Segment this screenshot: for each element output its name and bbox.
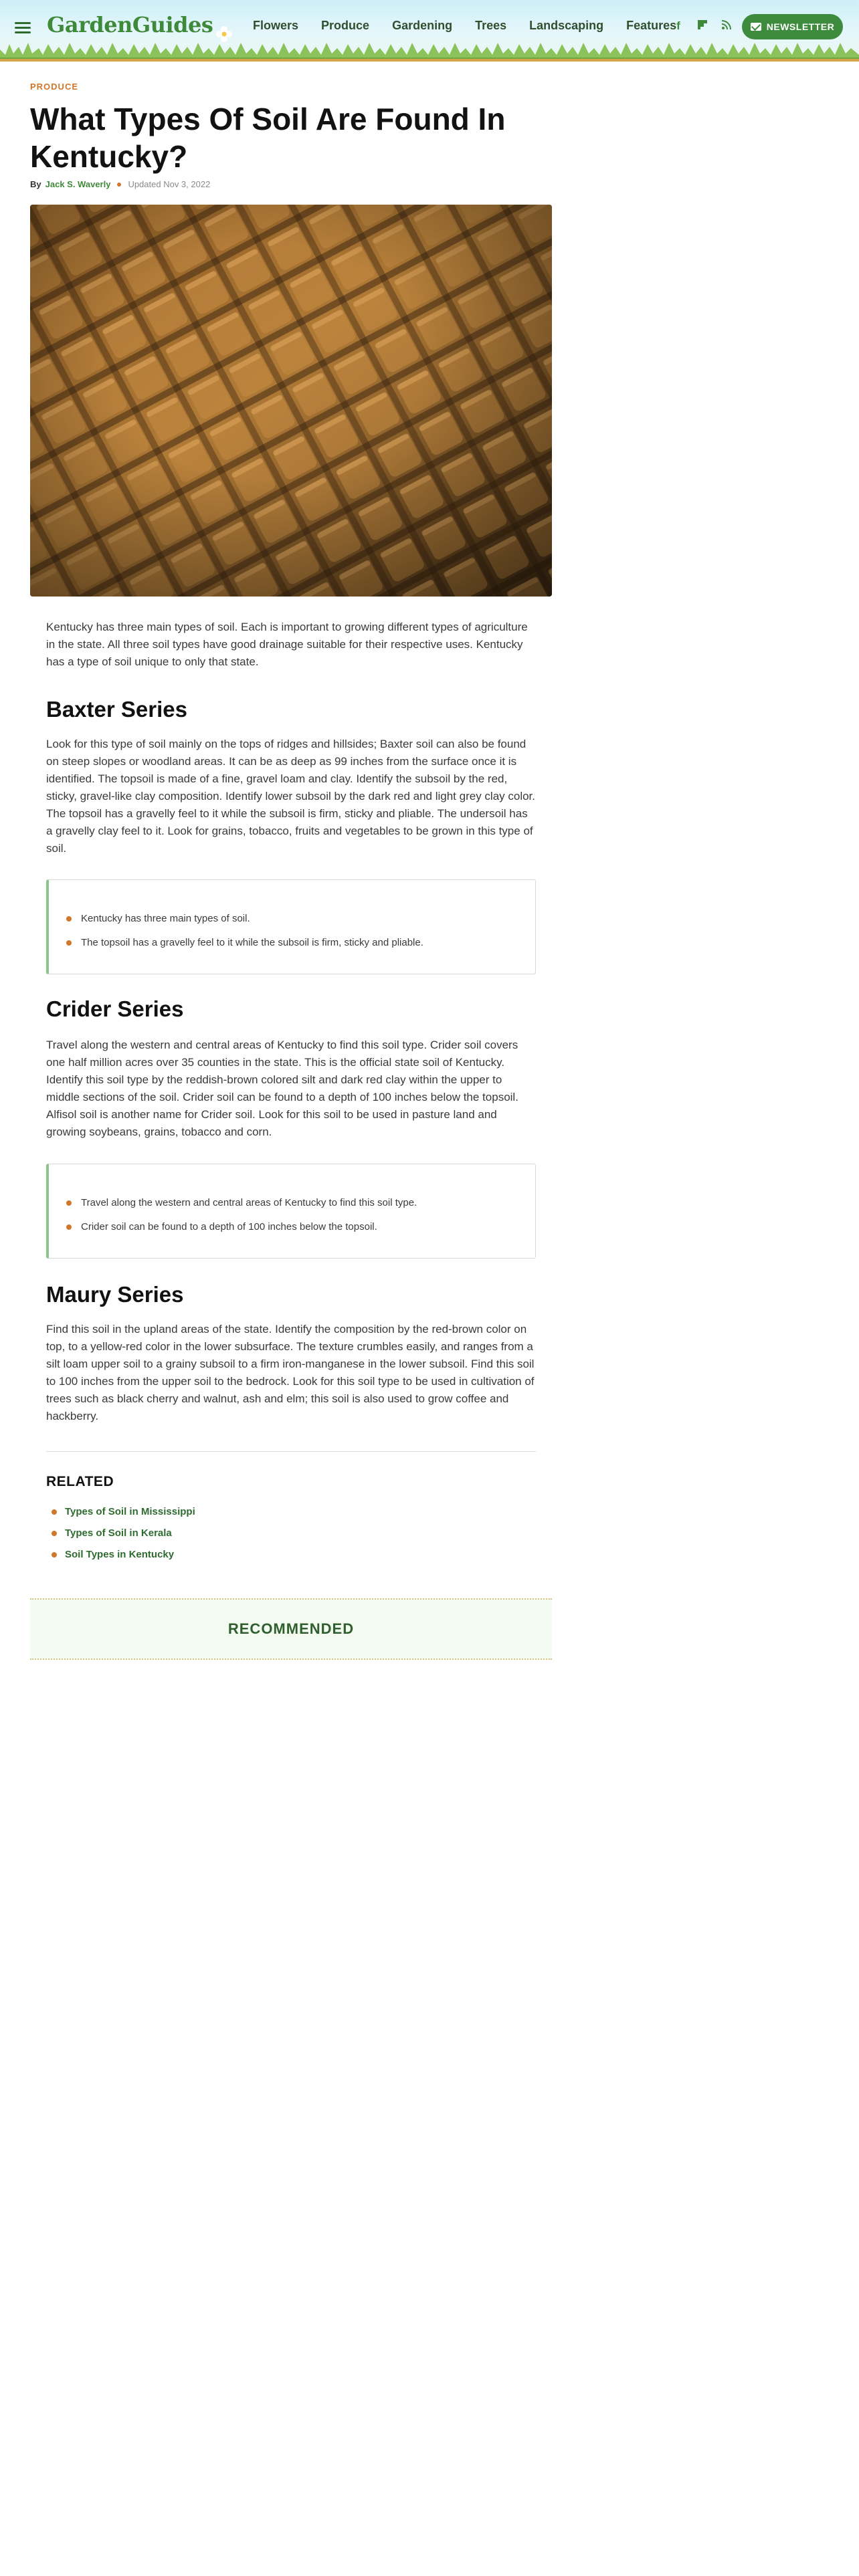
byline-separator bbox=[117, 183, 121, 187]
hero-image bbox=[30, 205, 552, 597]
envelope-icon bbox=[751, 23, 761, 31]
byline bbox=[30, 179, 210, 189]
section-heading-baxter: Baxter Series bbox=[46, 697, 187, 722]
recommended-section: RECOMMENDED bbox=[30, 1598, 552, 1660]
section-body-baxter: Look for this type of soil mainly on the tops of ridges and hillsides; Baxter soil can also be found on steep slopes or woodland areas. It can be as deep as 99 inches from the surface once it is identified. The topsoil is made of a fine, gravel loam and clay. Identify the subsoil by the red, sticky, gravel-like clay composition. Identify lower subsoil by the dark red and light grey clay color. The topsoil has a gravelly feel to it while the subsoil is firm, sticky and pliable. The undersoil has a gravelly clay feel to it. Look for grains, tobacco, fruits and vegetables to be grown in this type of soil. bbox=[46, 738, 536, 855]
main-nav bbox=[253, 19, 699, 33]
flower-logo-icon bbox=[215, 25, 233, 43]
nav-gardening[interactable]: Gardening bbox=[392, 19, 453, 32]
section-body-crider: Travel along the western and central areas of Kentucky to find this soil type. Crider soil covers one half million acres over 35 counties in the state. This is the official state soil of Kentucky. Identify this soil type by the reddish-brown colored silt and dark red clay within the upper to middle sections of the soil. Crider soil can be found to a depth of 100 inches below the topsoil. Alfisol soil is another name for Crider soil. Look for this soil to be used in pasture land and growing soybeans, grains, tobacco and corn. bbox=[46, 1039, 518, 1138]
updated-date: Updated Nov 3, 2022 bbox=[128, 179, 211, 189]
site-header bbox=[0, 0, 859, 62]
section-body-maury: Find this soil in the upland areas of the state. Identify the composition by the red-brown color on top, to a yellow-red color in the lower subsurface. The texture crumbles easily, and ranges from a silt loam upper soil to a grainy subsoil to a firm iron-manganese in the lower subsoil. Find this soil to 100 inches from the upper soil to the bedrock. Look for this soil type to be used in cultivation of trees such as black cherry and walnut, ash and elm; this soil is also used to grow coffee and hackberry. bbox=[46, 1323, 535, 1422]
highlight-item: Kentucky has three main types of soil. bbox=[64, 912, 535, 926]
section-divider bbox=[46, 1451, 536, 1452]
related-link[interactable]: Types of Soil in Kerala bbox=[46, 1527, 195, 1539]
section-heading-maury: Maury Series bbox=[46, 1282, 184, 1307]
grass-decoration bbox=[0, 35, 859, 62]
nav-features[interactable]: Features bbox=[626, 19, 677, 32]
highlights-box-crider bbox=[46, 1164, 536, 1259]
highlight-item: The topsoil has a gravelly feel to it while the subsoil is firm, sticky and pliable. bbox=[64, 936, 535, 950]
highlight-item: Travel along the western and central areas of Kentucky to find this soil type. bbox=[64, 1196, 535, 1210]
nav-produce[interactable]: Produce bbox=[321, 19, 370, 32]
article-title: What Types Of Soil Are Found In Kentucky? bbox=[30, 102, 506, 174]
section-heading-crider: Crider Series bbox=[46, 996, 184, 1021]
header-underline bbox=[0, 59, 859, 62]
newsletter-label: NEWSLETTER bbox=[766, 21, 835, 32]
facebook-icon[interactable]: f bbox=[676, 19, 680, 32]
article-category[interactable]: PRODUCE bbox=[30, 82, 79, 92]
newsletter-button[interactable] bbox=[742, 14, 843, 39]
intro-paragraph: Kentucky has three main types of soil. Each is important to growing different types of agriculture in the state. All three soil types have good drainage suitable for their respective uses. Kentucky has a type of soil unique to only that state. bbox=[46, 621, 528, 668]
related-links bbox=[46, 1506, 195, 1570]
nav-landscaping[interactable]: Landscaping bbox=[529, 19, 604, 32]
byline-by: By bbox=[30, 179, 41, 189]
related-link[interactable]: Soil Types in Kentucky bbox=[46, 1549, 195, 1560]
site-logo[interactable]: GardenGuides bbox=[47, 12, 213, 37]
author-link[interactable]: Jack S. Waverly bbox=[45, 179, 111, 189]
soil-photo bbox=[30, 205, 552, 597]
nav-flowers[interactable]: Flowers bbox=[253, 19, 299, 32]
rss-icon[interactable] bbox=[720, 19, 733, 33]
highlights-box-baxter bbox=[46, 879, 536, 974]
highlight-item: Crider soil can be found to a depth of 100 inches below the topsoil. bbox=[64, 1220, 535, 1234]
nav-trees[interactable]: Trees bbox=[475, 19, 507, 32]
hamburger-menu-icon[interactable] bbox=[15, 20, 33, 35]
related-heading: RELATED bbox=[46, 1474, 114, 1489]
social-links bbox=[672, 19, 733, 33]
related-link[interactable]: Types of Soil in Mississippi bbox=[46, 1506, 195, 1517]
flipboard-icon[interactable] bbox=[696, 19, 709, 33]
